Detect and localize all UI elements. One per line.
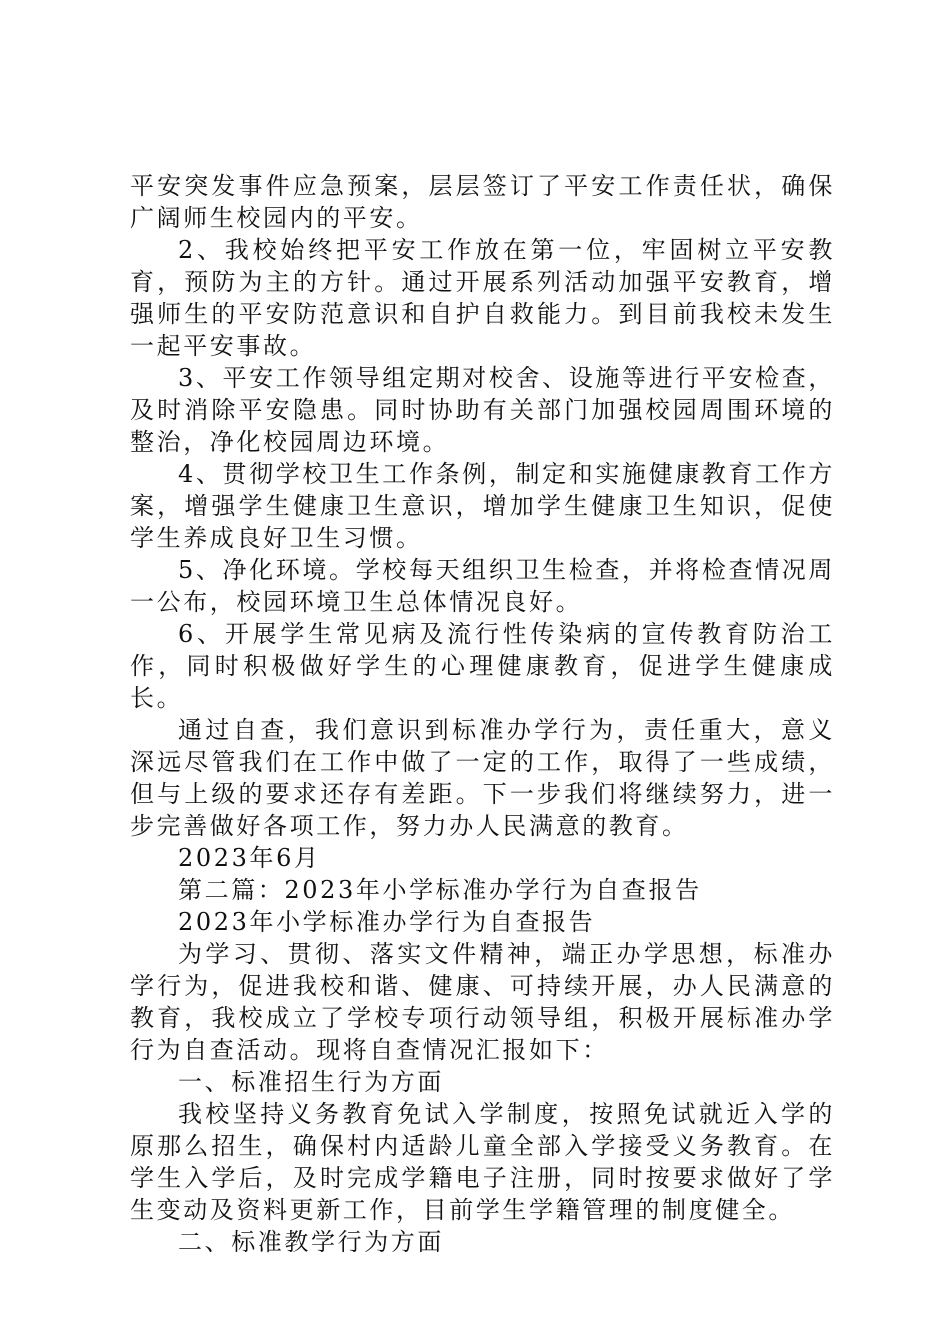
report-title: 2023年小学标准办学行为自查报告 <box>178 908 596 936</box>
paragraph-item-3: 3、平安工作领导组定期对校舍、设施等进行平安检查，及时消除平安隐患。同时协助有关部门加强校园周围环境的整治，净化校园周边环境。 <box>130 364 835 456</box>
section-two-heading: 第二篇：2023年小学标准办学行为自查报告 <box>178 876 702 904</box>
paragraph-intro: 为学习、贯彻、落实文件精神，端正办学思想，标准办学行为，促进我校和谐、健康、可持续开展，办人民满意的教育，我校成立了学校专项行动领导组，积极开展标准办学行为自查活动。现将自查情况汇报如下： <box>130 940 835 1064</box>
paragraph-safety-plan-continued: 平安突发事件应急预案，层层签订了平安工作责任状，确保广阔师生校园内的平安。 <box>130 172 835 232</box>
paragraph-item-2: 2、我校始终把平安工作放在第一位，牢固树立平安教育，预防为主的方针。通过开展系列活动加强平安教育，增强师生的平安防范意识和自护自救能力。到目前我校未发生一起平安事故。 <box>130 236 835 360</box>
date-line: 2023年6月 <box>178 844 321 872</box>
paragraph-enrollment: 我校坚持义务教育免试入学制度，按照免试就近入学的原那么招生，确保村内适龄儿童全部入学接受义务教育。在学生入学后，及时完成学籍电子注册，同时按要求做好了学生变动及资料更新工作，目前学生学籍管理的制度健全。 <box>130 1100 835 1224</box>
document-body <box>130 170 835 1258</box>
heading-teaching: 二、标准教学行为方面 <box>178 1228 444 1256</box>
paragraph-item-4: 4、贯彻学校卫生工作条例，制定和实施健康教育工作方案，增强学生健康卫生意识，增加学生健康卫生知识，促使学生养成良好卫生习惯。 <box>130 460 835 552</box>
paragraph-item-6: 6、开展学生常见病及流行性传染病的宣传教育防治工作，同时积极做好学生的心理健康教育，促进学生健康成长。 <box>130 620 835 712</box>
heading-enrollment: 一、标准招生行为方面 <box>178 1068 444 1096</box>
paragraph-conclusion: 通过自查，我们意识到标准办学行为，责任重大，意义深远尽管我们在工作中做了一定的工作，取得了一些成绩，但与上级的要求还存有差距。下一步我们将继续努力，进一步完善做好各项工作，努力办人民满意的教育。 <box>130 716 835 840</box>
paragraph-item-5: 5、净化环境。学校每天组织卫生检查，并将检查情况周一公布，校园环境卫生总体情况良好。 <box>130 556 835 616</box>
